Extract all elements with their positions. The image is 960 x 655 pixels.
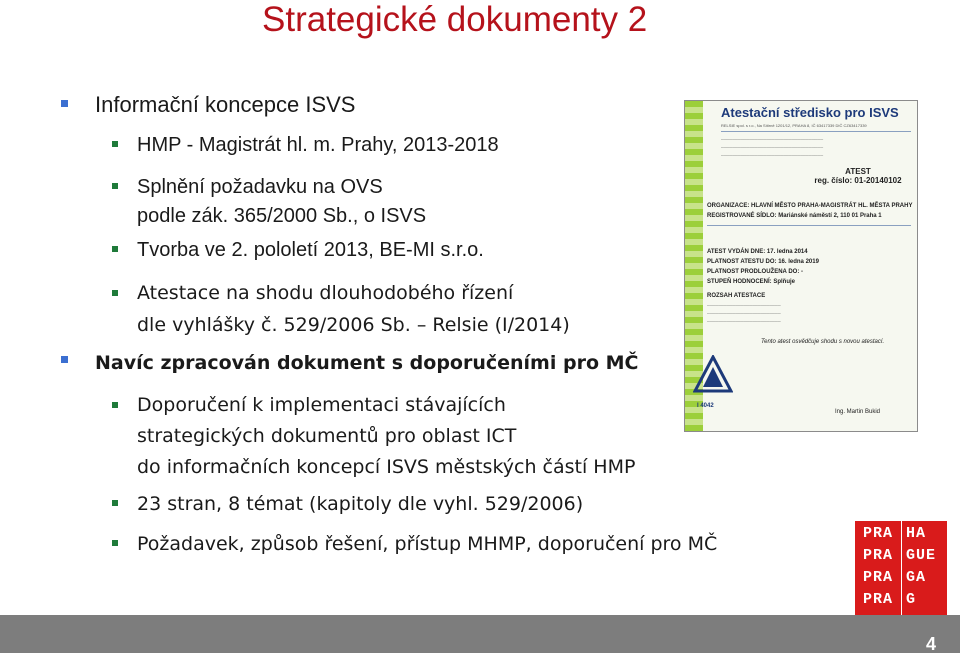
certificate-subheader: RELSIE spol. s r.o., Na Sítirně 1201/12, PRAHA 8, IČ 63417339 DIČ CZ63417339	[721, 123, 867, 128]
praha-logo-text: PRA	[863, 591, 894, 608]
praha-logo-text: PRA	[863, 569, 894, 586]
bullet-level2-cont: dle vyhlášky č. 529/2006 Sb. – Relsie (I/2014)	[137, 314, 570, 336]
bullet-marker	[112, 141, 118, 147]
certificate-valid: PLATNOST ATESTU DO: 16. ledna 2019	[707, 259, 819, 265]
praha-logo-right	[902, 521, 947, 615]
certificate-header: Atestační středisko pro ISVS	[721, 105, 899, 120]
bullet-level2-cont: podle zák. 365/2000 Sb., o ISVS	[137, 205, 427, 227]
bullet-level1: Navíc zpracován dokument s doporučeními pro MČ	[95, 352, 639, 374]
bullet-level2: Tvorba ve 2. pololetí 2013, BE-MI s.r.o.	[137, 239, 484, 261]
certificate-logo-code: I 4042	[697, 403, 714, 409]
bullet-level2: Doporučení k implementaci stávajících	[137, 394, 506, 416]
certificate-seat: REGISTROVANÉ SÍDLO: Mariánské náměstí 2, 110 01 Praha 1	[707, 213, 882, 219]
praha-logo-text: G	[906, 591, 917, 608]
bullet-marker	[112, 540, 118, 546]
praha-logo-text: PRA	[863, 525, 894, 542]
slide-title: Strategické dokumenty 2	[262, 0, 648, 39]
bullet-level2: HMP - Magistrát hl. m. Prahy, 2013-2018	[137, 134, 499, 156]
praha-logo-text: PRA	[863, 547, 894, 564]
bullet-marker	[61, 100, 68, 107]
certificate-image	[684, 100, 918, 432]
certificate-scope: ROZSAH ATESTACE	[707, 293, 766, 299]
bullet-marker	[112, 290, 118, 296]
certificate-fine-print: ────────────────────────────────────	[721, 137, 824, 142]
footer-bar	[0, 615, 960, 653]
certificate-extended: PLATNOST PRODLOUŽENA DO: -	[707, 269, 803, 275]
praha-logo-text: HA	[906, 525, 927, 542]
certificate-organization: ORGANIZACE: HLAVNÍ MĚSTO PRAHA-MAGISTRÁT HL. MĚSTA PRAHY	[707, 203, 913, 209]
bullet-marker	[61, 356, 68, 363]
certificate-rating: STUPEŇ HODNOCENÍ: Splňuje	[707, 279, 796, 285]
certificate-note: Tento atest osvědčuje shodu s novou atestací.	[761, 339, 885, 345]
certificate-signer: Ing. Martin Bukid	[835, 409, 881, 415]
certificate-issued: ATEST VYDÁN DNE: 17. ledna 2014	[707, 249, 808, 255]
divider	[707, 225, 911, 226]
bullet-marker	[112, 183, 118, 189]
bullet-level2-cont: strategických dokumentů pro oblast ICT	[137, 425, 517, 447]
certificate-fine-print: ──────────────────────────	[707, 311, 781, 316]
certificate-fine-print: ──────────────────────────	[707, 319, 781, 324]
bullet-level1: Informační koncepce ISVS	[95, 92, 356, 117]
bullet-level2: Požadavek, způsob řešení, přístup MHMP, doporučení pro MČ	[137, 533, 718, 555]
bullet-marker	[112, 246, 118, 252]
divider	[721, 131, 911, 132]
bullet-level2: Atestace na shodu dlouhodobého řízení	[137, 282, 514, 304]
bullet-marker	[112, 500, 118, 506]
bullet-level2: Splnění požadavku na OVS	[137, 176, 383, 198]
praha-logo	[855, 521, 947, 615]
page-number: 4	[925, 634, 936, 654]
praha-logo-left	[855, 521, 901, 615]
bullet-marker	[112, 402, 118, 408]
bullet-level2-cont: do informačních koncepcí ISVS městských částí HMP	[137, 456, 636, 478]
triangle-logo-icon	[693, 355, 733, 395]
certificate-atest: ATEST reg. číslo: 01-20140102	[814, 167, 902, 185]
bullet-level2: 23 stran, 8 témat (kapitoly dle vyhl. 529/2006)	[137, 493, 584, 515]
certificate-fine-print: ──────────────────────────	[707, 303, 781, 308]
praha-logo-text: GA	[906, 569, 927, 586]
praha-logo-text: GUE	[906, 547, 937, 564]
certificate-fine-print: ────────────────────────────────────	[721, 153, 824, 158]
certificate-fine-print: ────────────────────────────────────	[721, 145, 824, 150]
